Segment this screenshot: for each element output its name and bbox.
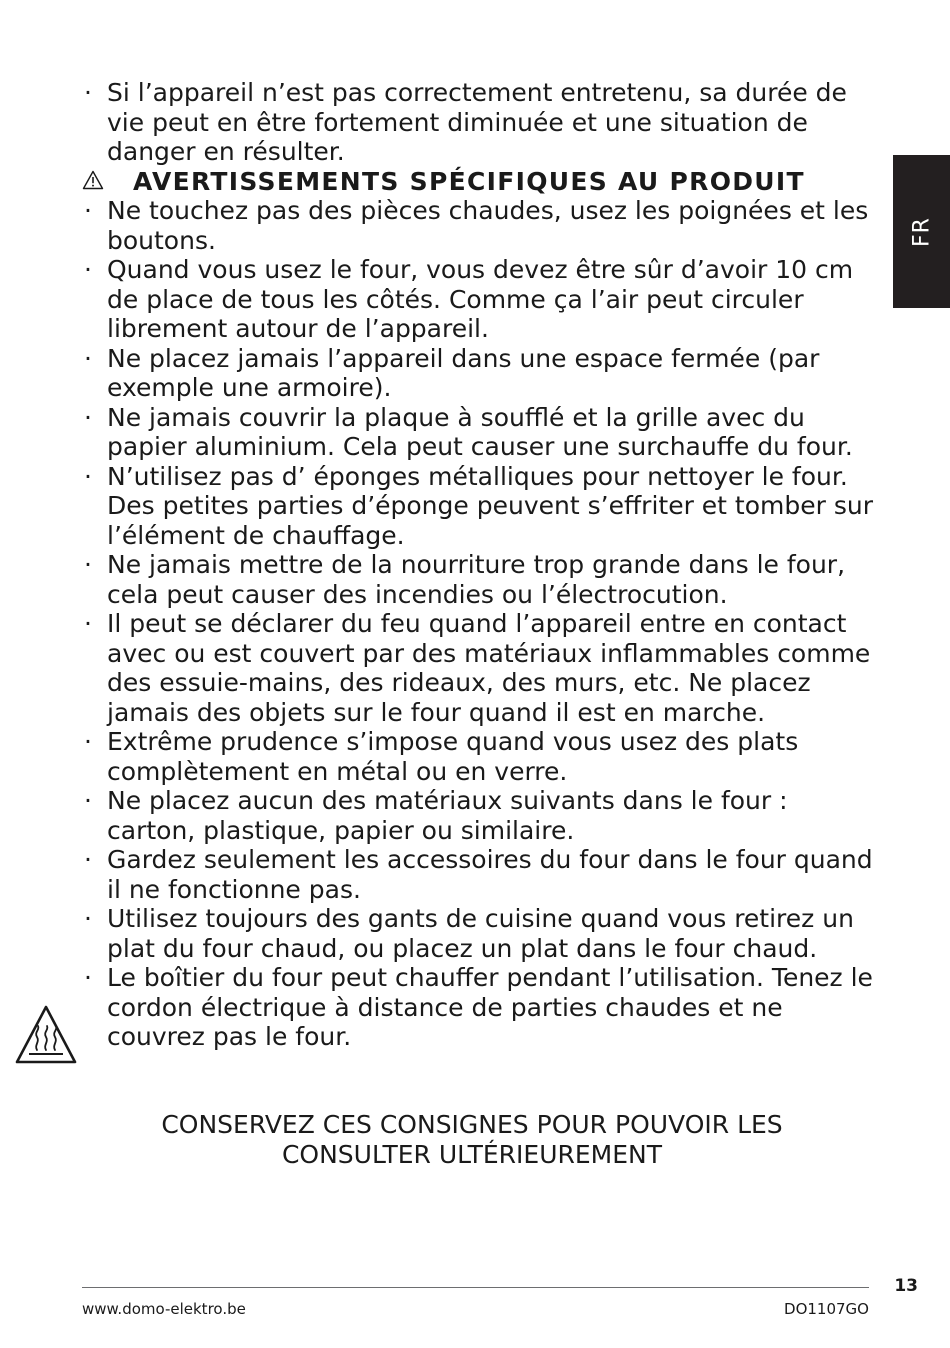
closing-notice	[82, 1110, 862, 1169]
section-heading-text: AVERTISSEMENTS SPÉCIFIQUES AU PRODUIT	[133, 166, 805, 196]
list-item: · Gardez seulement les accessoires du four dans le four quand il ne fonctionne pas.	[82, 845, 882, 904]
list-item: · Il peut se déclarer du feu quand l’appareil entre en contact avec ou est couvert par des matériaux inflammables comme des essuie-mains, des rideaux, des murs, etc. Ne placez jamais des objets sur le four quand il est en marche.	[82, 609, 882, 727]
closing-line: CONSERVEZ CES CONSIGNES POUR POUVOIR LES	[161, 1110, 783, 1139]
list-item: · Ne jamais mettre de la nourriture trop grande dans le four, cela peut causer des incendies ou l’électrocution.	[82, 550, 882, 609]
hot-surface-warning-icon	[14, 1004, 78, 1066]
list-item: · Quand vous usez le four, vous devez être sûr d’avoir 10 cm de place de tous les côtés. Comme ça l’air peut circuler librement autour de l’appareil.	[82, 255, 882, 344]
section-heading	[82, 167, 882, 197]
manual-body	[82, 78, 882, 1052]
intro-item: · Si l’appareil n’est pas correctement entretenu, sa durée de vie peut en être fortement diminuée et une situation de danger en résulter.	[82, 78, 882, 167]
closing-line: CONSULTER ULTÉRIEUREMENT	[281, 1139, 663, 1169]
intro-list	[82, 78, 882, 167]
page-number: 13	[894, 1276, 918, 1296]
language-label: FR	[909, 216, 934, 247]
footer-divider	[82, 1287, 869, 1288]
language-tab	[893, 155, 950, 308]
list-item: · Ne touchez pas des pièces chaudes, usez les poignées et les boutons.	[82, 196, 882, 255]
warning-list	[82, 196, 882, 1052]
list-item: · Extrême prudence s’impose quand vous usez des plats complètement en métal ou en verre.	[82, 727, 882, 786]
footer-model-number: DO1107GO	[784, 1300, 869, 1318]
footer-url: www.domo-elektro.be	[82, 1300, 246, 1318]
list-item: · Le boîtier du four peut chauffer pendant l’utilisation. Tenez le cordon électrique à distance de parties chaudes et ne couvrez pas le four.	[82, 963, 882, 1052]
warning-triangle-icon	[82, 170, 104, 190]
list-item: · Ne placez aucun des matériaux suivants dans le four : carton, plastique, papier ou similaire.	[82, 786, 882, 845]
list-item: · N’utilisez pas d’ éponges métalliques pour nettoyer le four. Des petites parties d’éponge peuvent s’effriter et tomber sur l’élément de chauffage.	[82, 462, 882, 551]
list-item: · Ne jamais couvrir la plaque à soufflé et la grille avec du papier aluminium. Cela peut causer une surchauffe du four.	[82, 403, 882, 462]
list-item: · Utilisez toujours des gants de cuisine quand vous retirez un plat du four chaud, ou placez un plat dans le four chaud.	[82, 904, 882, 963]
list-item: · Ne placez jamais l’appareil dans une espace fermée (par exemple une armoire).	[82, 344, 882, 403]
